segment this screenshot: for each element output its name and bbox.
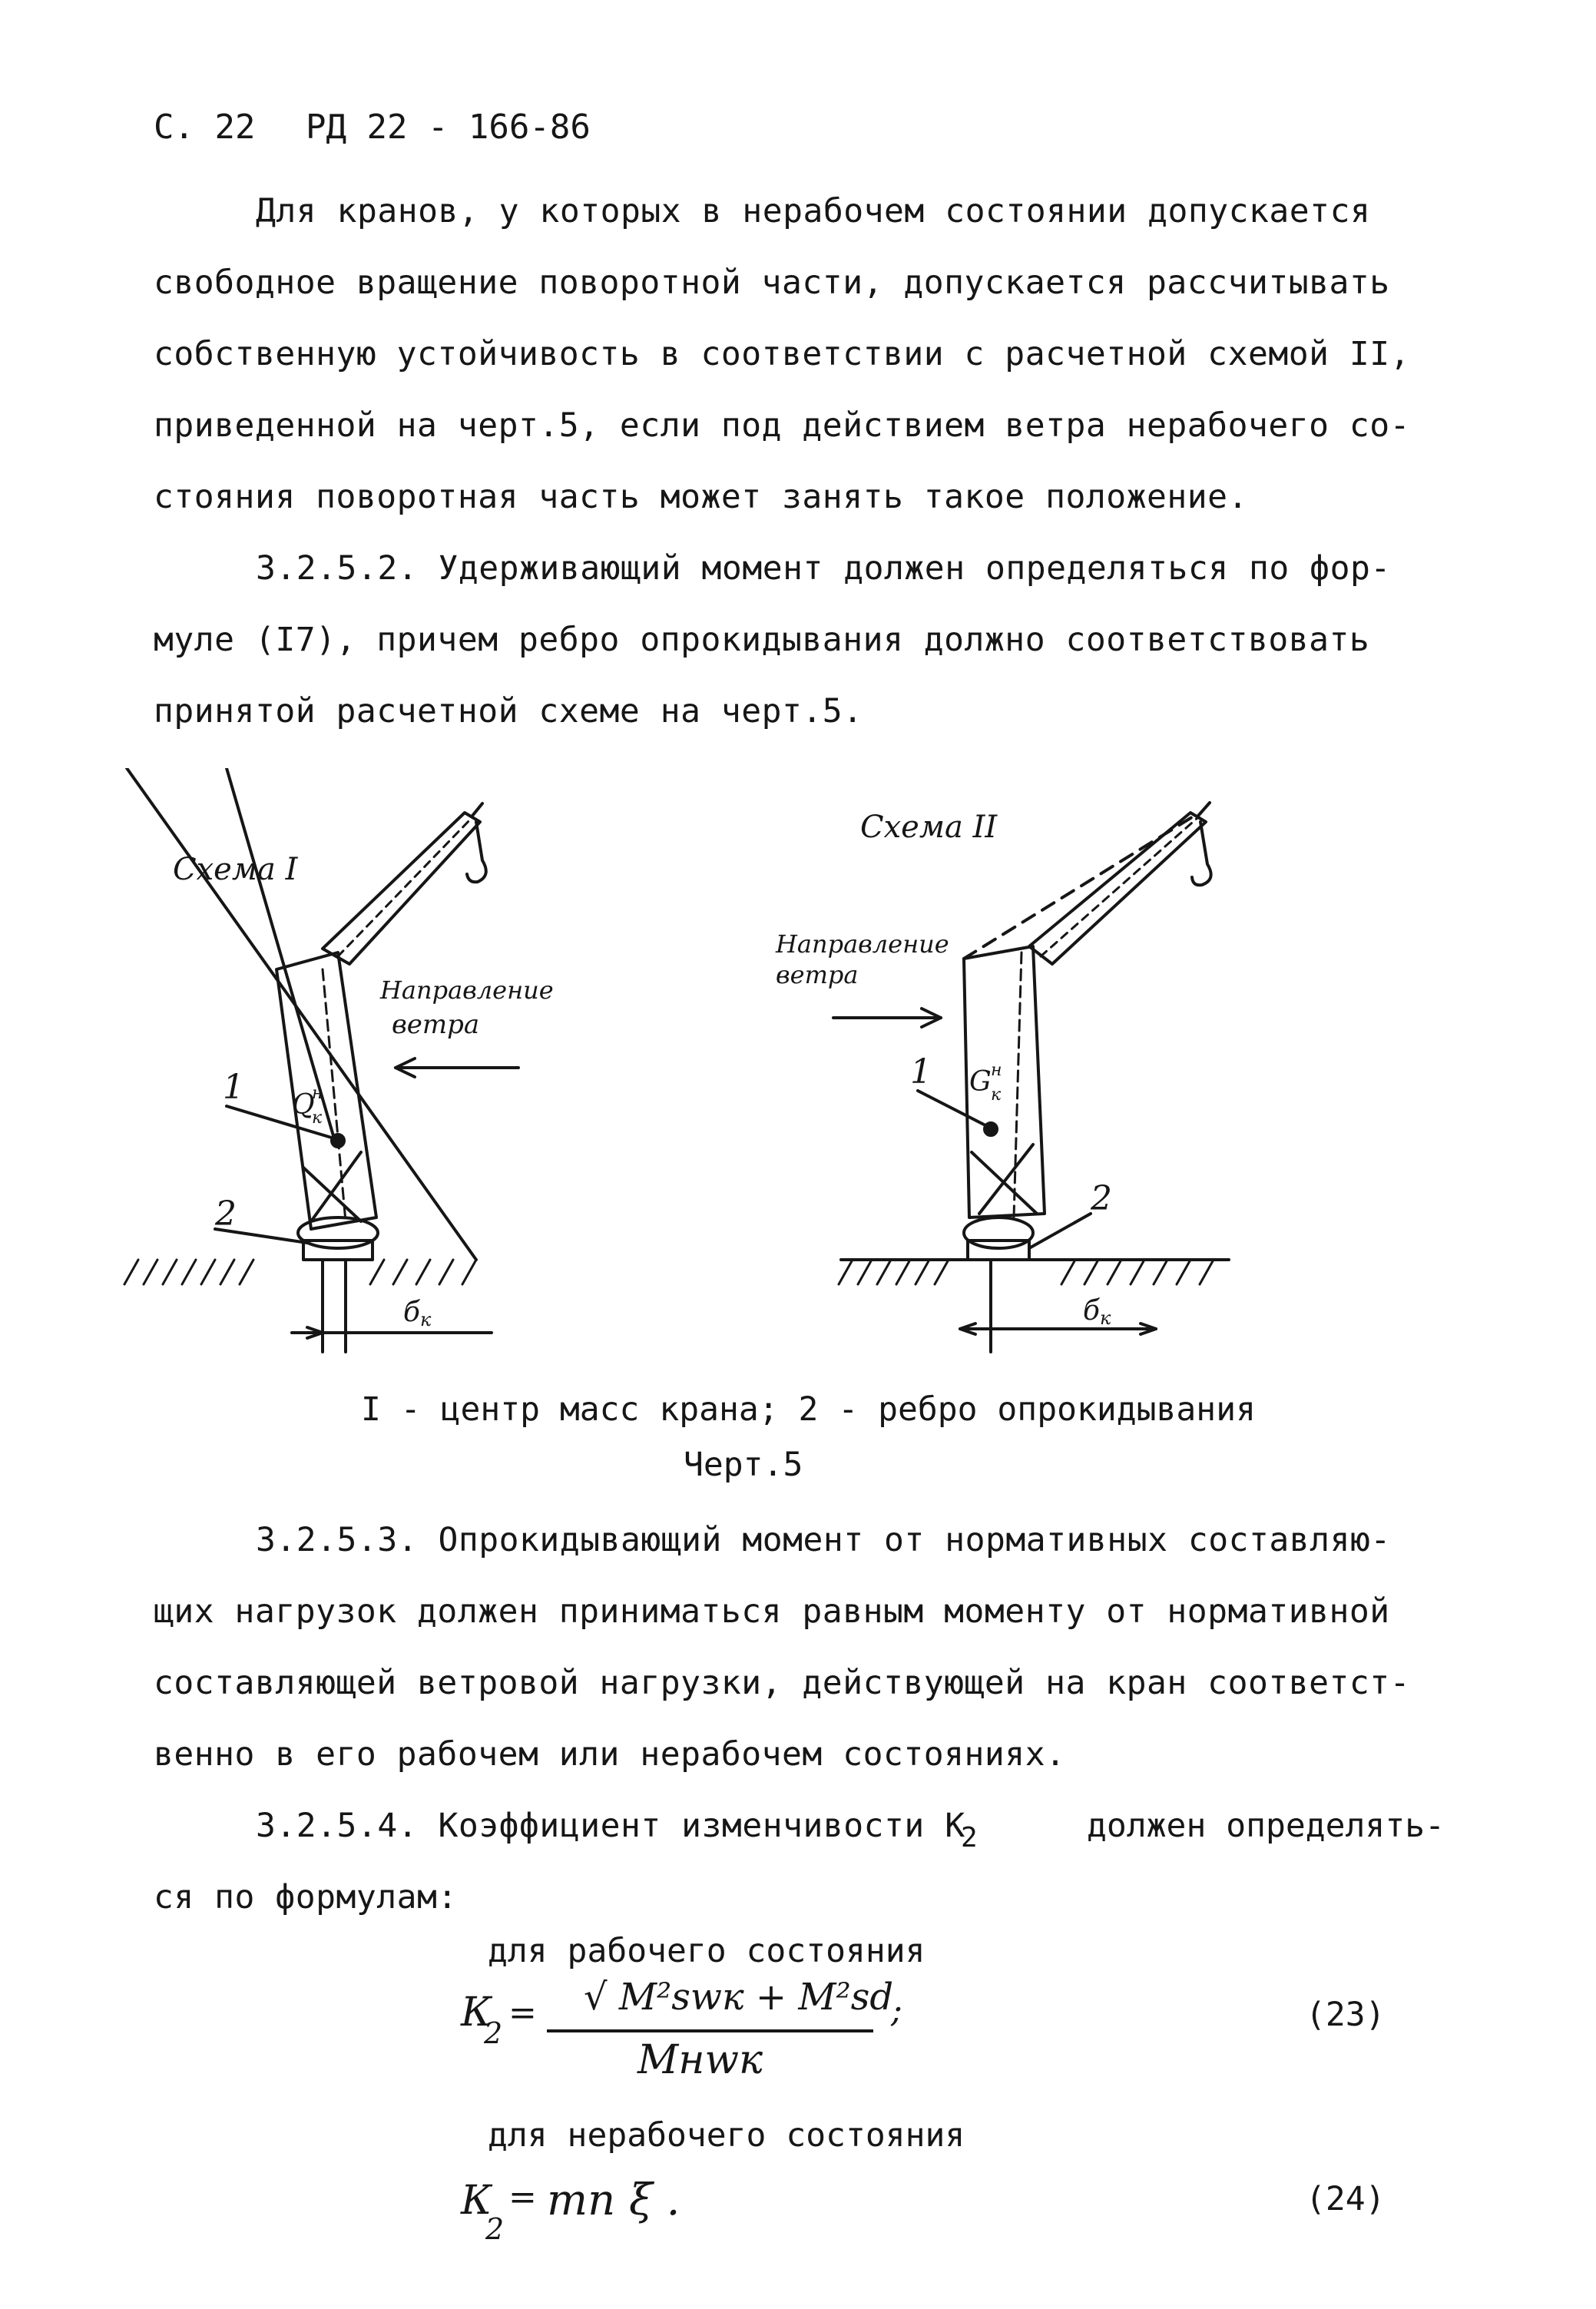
formula-24-k-symbol: К xyxy=(461,2178,492,2224)
equation-number-24: (24) xyxy=(1306,2180,1386,2218)
scheme-1-edge-subscript: к xyxy=(420,1309,432,1330)
formula-23-semicolon: ; xyxy=(891,1991,902,2030)
scheme-2-mass-label: G xyxy=(969,1066,992,1098)
scheme-2-marker-1: 1 xyxy=(910,1052,932,1092)
formula-23-denominator: Mнwк xyxy=(637,2037,763,2083)
scheme-1-edge-label: б xyxy=(403,1297,420,1328)
scheme-2-edge-label: б xyxy=(1083,1295,1100,1327)
text-line: 3.2.5.3. Опрокидывающий момент от нормативных составляю- xyxy=(256,1521,1391,1559)
ground-hatching xyxy=(839,1260,1214,1284)
text-line: принятой расчетной схеме на черт.5. xyxy=(154,692,863,730)
document-code: РД 22 - 166-86 xyxy=(306,108,591,147)
formula-23-numerator: √ M²swк + M²sd xyxy=(584,1976,894,2019)
text-line: собственную устойчивость в соответствии с расчетной схемой II, xyxy=(154,335,1411,373)
equation-number-23: (23) xyxy=(1306,1996,1386,2034)
text-line: венно в его рабочем или нерабочем состояниях. xyxy=(154,1735,1066,1774)
scheme-2-title: Схема II xyxy=(860,810,998,845)
fraction-bar xyxy=(547,2029,873,2032)
scheme-1-wind-label: Направление xyxy=(380,976,554,1005)
scheme-1-mass-label: Q xyxy=(292,1089,315,1121)
figure-number: Черт.5 xyxy=(684,1446,803,1484)
scheme-1-mass-subscript: к xyxy=(312,1108,323,1128)
text-line: Для кранов, у которых в нерабочем состоянии допускается xyxy=(256,192,1371,230)
scheme-2-mass-subscript: к xyxy=(991,1085,1002,1105)
text-line: 3.2.5.2. Удерживающий момент должен определяться по фор- xyxy=(256,549,1391,588)
scheme-1-marker-2: 2 xyxy=(215,1194,237,1234)
scheme-1-title: Схема I xyxy=(173,852,298,887)
figure-caption: I - центр масс крана; 2 - ребро опрокидывания xyxy=(361,1390,1256,1429)
slewing-ring xyxy=(964,1217,1033,1248)
text-line: 3.2.5.4. Коэффициент изменчивости К xyxy=(256,1807,965,1845)
text-line: муле (I7), причем ребро опрокидывания должно соответствовать xyxy=(154,621,1370,659)
text-line: приведенной на черт.5, если под действием ветра нерабочего со- xyxy=(154,406,1411,445)
k-subscript: 2 xyxy=(961,1822,978,1853)
scheme-2-mass-superscript: н xyxy=(991,1061,1002,1080)
text-line: составляющей ветровой нагрузки, действующей на кран соответст- xyxy=(154,1664,1411,1702)
text-line: должен определять- xyxy=(1087,1807,1445,1845)
scheme-2-wind-label: ветра xyxy=(776,960,859,989)
formula-23-k-subscript: 2 xyxy=(484,2016,503,2050)
formula-24-label: для нерабочего состояния xyxy=(488,2116,965,2155)
figure-crane-schemes xyxy=(0,768,1596,1367)
ground-hatching xyxy=(124,1260,476,1284)
support-base xyxy=(303,1241,373,1260)
text-line: ся по формулам: xyxy=(154,1878,458,1916)
text-line: свободное вращение поворотной части, допускается рассчитывать xyxy=(154,263,1390,302)
page-label: С. 22 xyxy=(154,108,256,147)
text-line: щих нагрузок должен приниматься равным моменту от нормативной xyxy=(154,1592,1390,1631)
scheme-2-wind-label: Направление xyxy=(776,929,949,959)
formula-23-k-symbol: К xyxy=(461,1989,492,2036)
text-line: стояния поворотная часть может занять такое положение. xyxy=(154,478,1248,516)
formula-23-label: для рабочего состояния xyxy=(488,1932,925,1970)
scheme-1-marker-1: 1 xyxy=(223,1068,244,1107)
scheme-1-mass-superscript: н xyxy=(312,1084,323,1103)
formula-23-equals: = xyxy=(508,1993,537,2032)
scheme-2-marker-2: 2 xyxy=(1091,1179,1112,1218)
scheme-1-wind-label: ветра xyxy=(392,1009,480,1040)
formula-24-k-subscript: 2 xyxy=(485,2212,505,2246)
scheme-2-edge-subscript: к xyxy=(1100,1307,1111,1329)
formula-24-equals: = xyxy=(508,2178,537,2217)
formula-24-rhs: mп ξ . xyxy=(547,2175,680,2225)
